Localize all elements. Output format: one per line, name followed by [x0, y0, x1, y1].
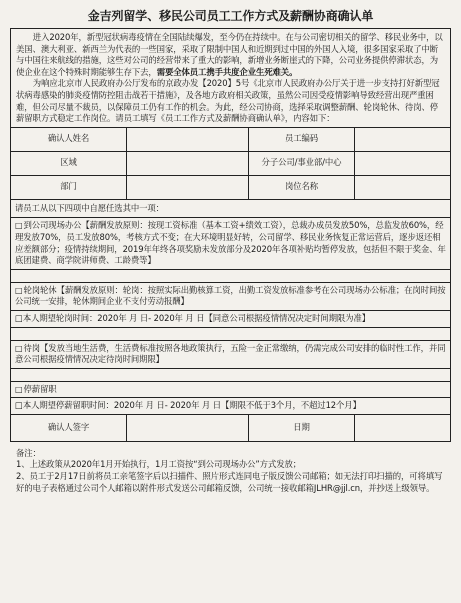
unpaid-leave-time-field[interactable]: □本人期望停薪留职时间：2020年 月 日- 2020年 月 日【期限不低于3个月，不超过12个月】	[11, 397, 450, 414]
option-onsite-text: 到公司现场办公【薪酬发放原则：按现工资标准（基本工资+绩效工资），总裁办成员发放50%，总监发放60%，经理发放70%，员工发放80%，考核方式不变；在大环境明显好转，公司留学、移民业务恢复正常运营后，逐步返还相应差额部分；疫情持续期间，2019年年终各项奖励未发放部分及2020年各项补贴均暂停发放，包括但不限于奖金、年底团建费、商学院讲师费、工龄费等】	[15, 220, 446, 266]
field-region[interactable]	[127, 152, 249, 175]
field-signature[interactable]	[127, 415, 249, 441]
option-unpaid-leave	[11, 382, 450, 415]
choose-instruction: 请员工从以下四项中自愿任选其中一项：	[11, 200, 450, 219]
label-region: 区域	[11, 152, 127, 175]
field-branch[interactable]	[355, 152, 450, 175]
intro-paragraph-2: 为响应北京市人民政府办公厅发布的京政办发【2020】5号《北京市人民政府办公厅关于进一步支持打好新型冠状病毒感染的肺炎疫情防控阻击战若干措施》，及各地方政府相关政策，虽然公司因受疫情影响导致经营出现严重困难，但公司尽量不裁员，以保障员工仍有工作的机会。为此，经公司协商，选择采取调整薪酬、轮岗轮休、待岗、停薪留职方式稳定工作岗位。请员工填写《员工工作方式及薪酬协商确认单》，内容如下：	[16, 78, 440, 124]
label-department: 部门	[11, 176, 127, 199]
label-name: 确认人姓名	[11, 128, 127, 151]
option-rotation-text: 轮岗轮休【薪酬发放原则：轮岗：按照实际出勤核算工资，出勤工资发放标准参考在公司现场办公标准；在岗时间按公司统一安排，轮休期间企业不支付劳动报酬】	[15, 284, 446, 307]
rotation-time-field[interactable]: □本人期望轮岗时间：2020年 月 日- 2020年 月 日【同意公司根据疫情情况决定时间期限为准】	[11, 310, 450, 327]
note-1: 1、上述政策从2020年1月开始执行，1月工资按“到公司现场办公”方式发放；	[16, 459, 302, 470]
field-employee-code[interactable]	[355, 128, 450, 151]
notes-section	[10, 442, 451, 494]
option-unpaid-leave-text: 停薪留职	[23, 383, 57, 394]
label-date: 日期	[249, 415, 355, 441]
label-branch: 分子公司/事业部/中心	[249, 152, 355, 175]
checkbox-onsite[interactable]: □	[15, 221, 23, 231]
info-row-name	[11, 128, 450, 152]
option-standby-text: 待岗【发放当地生活费，生活费标准按照各地政策执行，五险一金正常缴纳，仍需完成公司安排的临时性工作，并同意公司根据疫情情况决定待岗时间期限】	[15, 342, 446, 365]
spacer-row	[11, 369, 450, 382]
option-standby	[11, 341, 450, 369]
option-rotation	[11, 283, 450, 328]
label-position: 岗位名称	[249, 176, 355, 199]
note-2: 2、员工于2月17日前将员工亲笔签字后以扫描件、照片形式连同电子版反馈公司邮箱；如无法打印扫描的，可将填写好的电子表格通过公司个人邮箱以附件形式发送公司邮箱反馈，公司统一接收邮箱JLHR@jjl.cn，并抄送上级领导。	[16, 471, 443, 493]
checkbox-standby[interactable]: □	[15, 343, 23, 353]
field-name[interactable]	[127, 128, 249, 151]
field-department[interactable]	[127, 176, 249, 199]
form-sheet	[10, 28, 451, 442]
intro-bold-text: 需要全体员工携手共度企业生死难关。	[156, 66, 298, 77]
option-onsite-office	[11, 218, 450, 269]
info-row-region	[11, 152, 450, 176]
intro-section	[11, 29, 450, 128]
checkbox-unpaid-leave[interactable]: □	[15, 384, 23, 394]
signature-row	[11, 415, 450, 441]
field-position[interactable]	[355, 176, 450, 199]
spacer-row	[11, 270, 450, 283]
document-title: 金吉列留学、移民公司员工工作方式及薪酬协商确认单	[87, 9, 374, 23]
intro-paragraph-1: 进入2020年，新型冠状病毒疫情在全国陆续爆发，至今仍在持续中。在与公司密切相关的留学、移民业务中，以美国、澳大利亚、新西兰为代表的一些国家，采取了限制中国人和近期到过中国的外国人入境，很多国家采取了中断与中国往来航线的措施，这些对公司的经营带来了重大的影响，新增业务断崖式的下降，公司业务提供停滞状态，为使企业在这个特殊时期能够生存下去，需要全体员工携手共度企业生死难关。	[16, 32, 443, 77]
label-signature: 确认人签字	[11, 415, 127, 441]
info-row-department	[11, 176, 450, 200]
field-date[interactable]	[355, 415, 450, 441]
label-employee-code: 员工编码	[249, 128, 355, 151]
spacer-row	[11, 328, 450, 341]
checkbox-rotation[interactable]: □	[15, 285, 23, 295]
notes-heading: 备注：	[16, 447, 41, 458]
